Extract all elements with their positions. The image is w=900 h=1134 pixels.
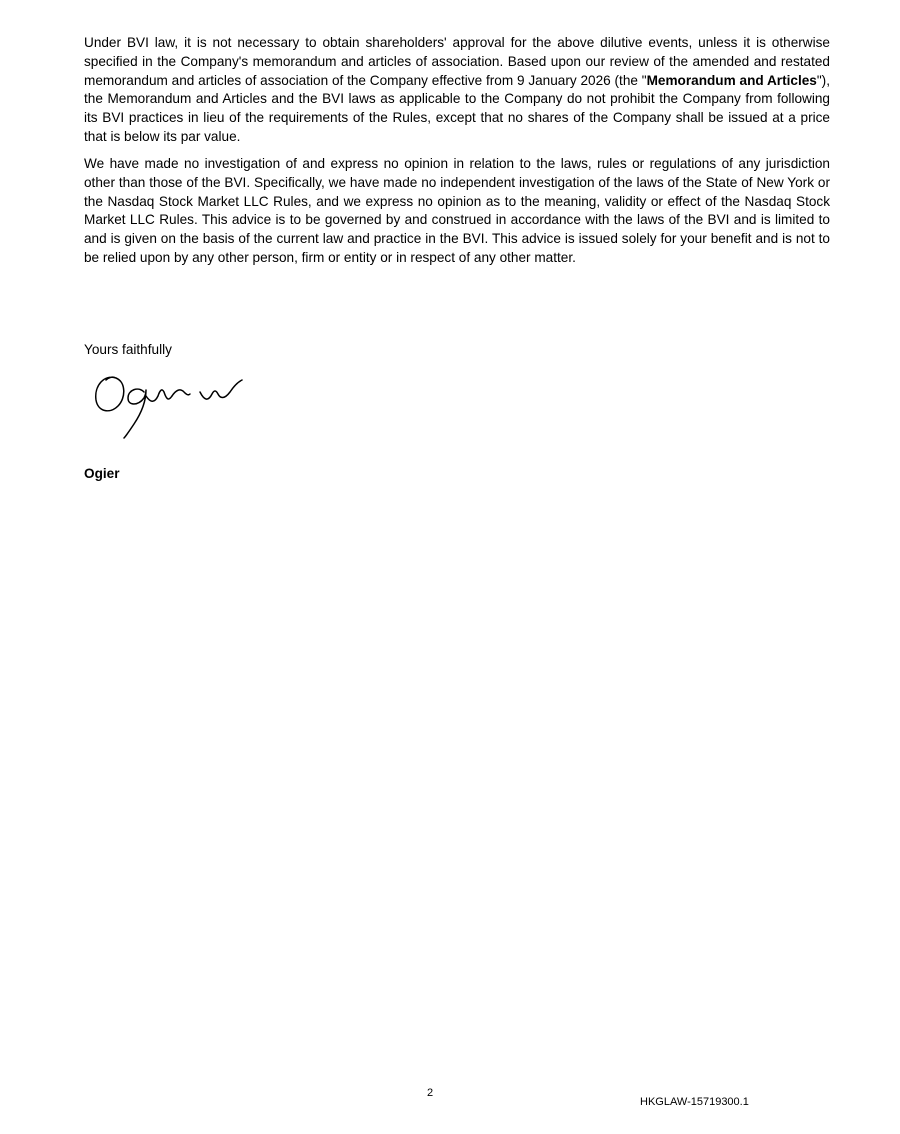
document-reference: HKGLAW-15719300.1 bbox=[640, 1096, 749, 1108]
defined-term-memorandum-and-articles: Memorandum and Articles bbox=[646, 72, 817, 88]
signatory-name: Ogier bbox=[84, 466, 120, 481]
page-number: 2 bbox=[426, 1087, 434, 1099]
paragraph-bvi-law bbox=[84, 34, 830, 147]
closing-salutation: Yours faithfully bbox=[84, 342, 172, 357]
paragraph-no-investigation: We have made no investigation of and express no opinion in relation to the laws, rules or regulations of any jurisdiction other than those of the BVI. Specifically, we have made no independent investigation of the laws of the State of New York or the Nasdaq Stock Market LLC Rules, and we express no opinion as to the meaning, validity or effect of the Nasdaq Stock Market LLC Rules. This advice is to be governed by and construed in accordance with the laws of the BVI and is limited to and is given on the basis of the current law and practice in the BVI. This advice is issued solely for your benefit and is not to be relied upon by any other person, firm or entity or in respect of any other matter. bbox=[84, 156, 830, 265]
paragraph-bvi-law-text-before: Under BVI law, it is not necessary to obtain shareholders' approval for the above dilutive events, unless it is otherwise specified in the Company's memorandum and articles of association. Based upon our review of the amended and restated memorandum and articles of association of the Company effective from 9 January 2026 (the " bbox=[84, 35, 830, 88]
handwritten-signature bbox=[88, 366, 250, 442]
paragraph-bvi-law-text-after: "), the Memorandum and Articles and the BVI laws as applicable to the Company do not prohibit the Company from following its BVI practices in lieu of the requirements of the Rules, except that no shares of the Company shall be issued at a price that is below its par value. bbox=[84, 72, 830, 144]
